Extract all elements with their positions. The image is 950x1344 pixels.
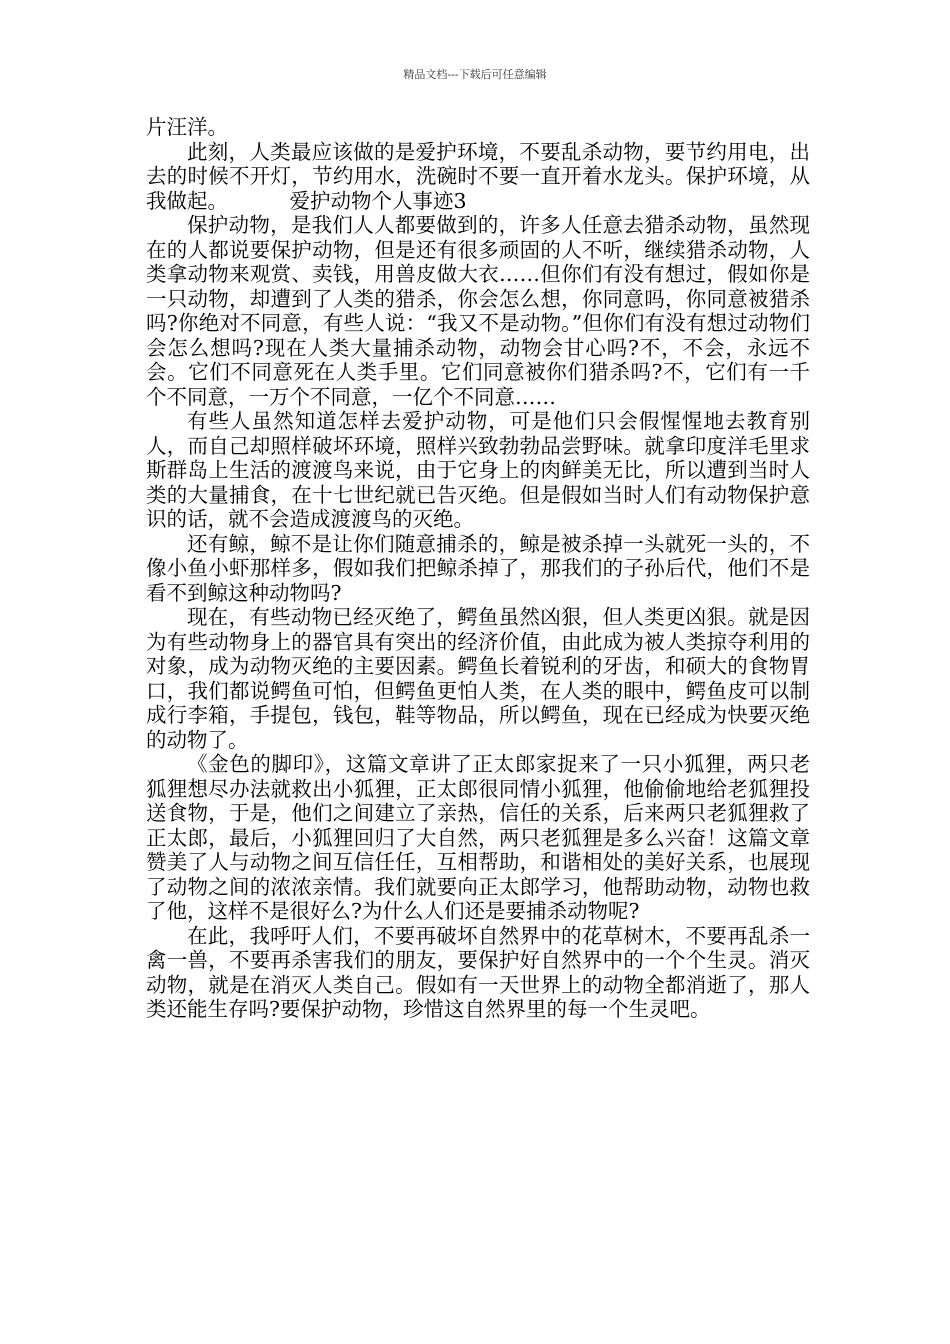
paragraph: 片汪洋。 bbox=[146, 115, 228, 139]
paragraph: 现在，有些动物已经灭绝了，鳄鱼虽然凶狠，但人类更凶狠。就是因为有些动物身上的器官具有突出的经济价值，由此成为被人类掠夺利用的对象，成为动物灭绝的主要因素。鳄鱼长着锐利的牙齿，和硕大的食物胃口，我们都说鳄鱼可怕，但鳄鱼更怕人类，在人类的眼中，鳄鱼皮可以制成行李箱，手提包，钱包，鞋等物品，所以鳄鱼，现在已经成为快要灭绝的动物了。 bbox=[146, 605, 810, 752]
page-header: 精品文档---下载后可任意编辑 bbox=[403, 68, 547, 81]
paragraph: 还有鲸，鲸不是让你们随意捕杀的，鲸是被杀掉一头就死一头的，不像小鱼小虾那样多，假如我们把鲸杀掉了，那我们的子孙后代，他们不是看不到鲸这种动物吗? bbox=[146, 531, 810, 605]
paragraph: 在此，我呼吁人们，不要再破坏自然界中的花草树木，不要再乱杀一禽一兽，不要再杀害我们的朋友，要保护好自然界中的一个个生灵。消灭动物，就是在消灭人类自己。假如有一天世界上的动物全都消逝了，那人类还能生存吗?要保护动物，珍惜这自然界里的每一个生灵吧。 bbox=[146, 923, 810, 1021]
paragraph: 保护动物，是我们人人都要做到的，许多人任意去猎杀动物，虽然现在的人都说要保护动物，但是还有很多顽固的人不听，继续猎杀动物，人类拿动物来观赏、卖钱，用兽皮做大衣……但你们有没有想过，假如你是一只动物，却遭到了人类的猎杀，你会怎么想，你同意吗，你同意被猎杀吗?你绝对不同意，有些人说：“我又不是动物。”但你们有没有想过动物们会怎么想吗?现在人类大量捕杀动物，动物会甘心吗?不，不会，永远不会。它们不同意死在人类手里。它们同意被你们猎杀吗?不，它们有一千个不同意，一万个不同意，一亿个不同意…… bbox=[146, 213, 810, 409]
document-body bbox=[146, 115, 810, 1022]
paragraph: 有些人虽然知道怎样去爱护动物，可是他们只会假惺惺地去教育别人，而自己却照样破坏环境，照样兴致勃勃品尝野味。就拿印度洋毛里求斯群岛上生活的渡渡鸟来说，由于它身上的肉鲜美无比，所以遭到当时人类的大量捕食，在十七世纪就已告灭绝。但是假如当时人们有动物保护意识的话，就不会造成渡渡鸟的灭绝。 bbox=[146, 409, 810, 531]
paragraph: 《金色的脚印》，这篇文章讲了正太郎家捉来了一只小狐狸，两只老狐狸想尽办法就救出小狐狸，正太郎很同情小狐狸，他偷偷地给老狐狸投送食物，于是，他们之间建立了亲热，信任的关系，后来两只老狐狸救了正太郎，最后，小狐狸回归了大自然，两只老狐狸是多么兴奋！这篇文章赞美了人与动物之间互信任任，互相帮助，和谐相处的美好关系，也展现了动物之间的浓浓亲情。我们就要向正太郎学习，他帮助动物，动物也救了他，这样不是很好么?为什么人们还是要捕杀动物呢? bbox=[146, 752, 810, 923]
paragraph-text: 此刻，人类最应该做的是爱护环境，不要乱杀动物，要节约用电，出去的时候不开灯，节约用水，洗碗时不要一直开着水龙头。保护环境，从我做起。 bbox=[146, 139, 810, 213]
section-title: 爱护动物个人事迹3 bbox=[289, 188, 467, 213]
paragraph bbox=[146, 140, 810, 214]
